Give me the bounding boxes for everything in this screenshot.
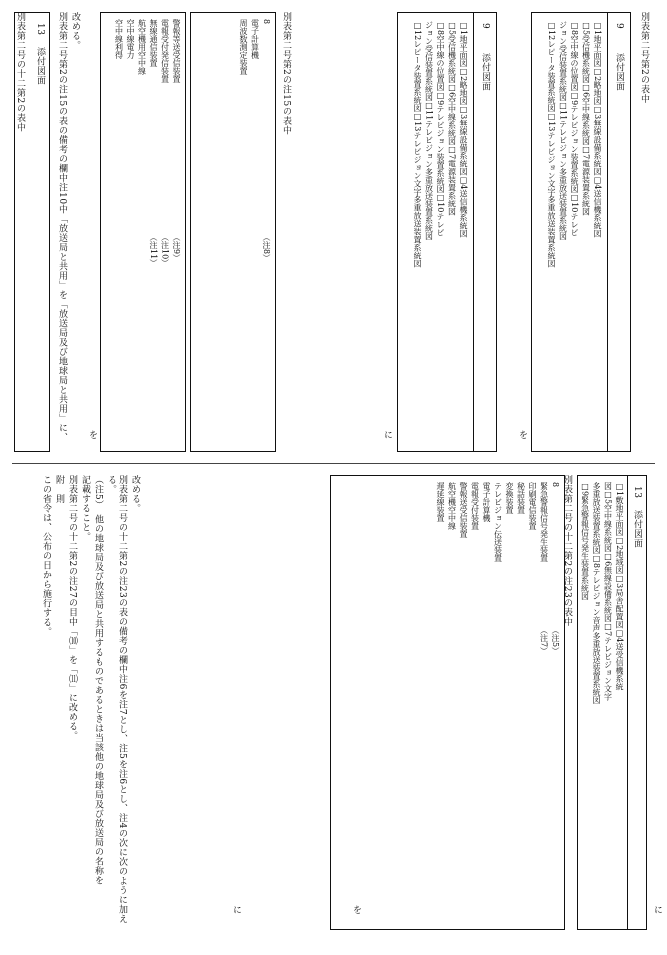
table-box-3 [577, 475, 647, 930]
amend-a-table: 8 電子計算機 周波数測定装置 （注8） [190, 12, 276, 452]
table-content: □1敷地平面図□2地域図□3局舎配置図□4送受信機系統 図□5空中線系統図□6無線設備系統図□7テレビジョン文字 多重放送装置系統図□8テレビジョン音声多重放送装置系統図 □9緊急警報信号発生装置系統図 [580, 482, 624, 705]
amend-a-intro: 別表第二号第2の注15の表中 [281, 12, 291, 136]
table-box-2 [397, 12, 497, 452]
amend-b-text: 改める。 別表第二号の十二第2の注23の表の備考の欄中注6を注7とし、注5を注6とし、注4の次に次のように加える。 （注5） 他の地球局及び放送局と共用するものであるときは当該他の地球局及び放送局の名称を 記載すること。 別表第二号の十二第2の注27の目中「⑽」を「⑾」に改める。 附 則 この省令は、公布の日から施行する。 [40, 475, 140, 930]
connector: を [351, 905, 361, 915]
table-content: □1地平面図□2略地図□3無線設備系統図□4送信機系統図 □5受信機系統図□6空中線系統図□7電源装置系統図 □8空中線の位置図□9テレビジョン装置系統図□10テレビ ジョン受信装置系統図□11テレビジョン多重放送装置系統図 □12レピータ装置系統図□13テレビジョン文字多重放送装置系統図 [413, 21, 468, 268]
row-label: 添付図面 [35, 47, 45, 85]
table-box-1 [531, 12, 631, 452]
amend-b-table: 8 緊急警報信号発生装置 印刷電信装置 秘話装置 変換装置 テレビジョン伝送装置 電子計算機 電報受付装置 警報送受信装置 航空機空中線 遅延線装置 （注5） （注7） [330, 475, 565, 930]
row-label: 添付図面 [632, 510, 642, 548]
connector: を [87, 430, 97, 440]
amend-a-text: 改める。 別表第二号第2の注15の表の備考の欄中注10中「放送局と共用」を「放送局及び地球局と共用」に、 [57, 12, 80, 443]
row-number: 9 [614, 23, 624, 30]
page-separator [12, 463, 655, 464]
connector: に [382, 430, 392, 440]
amend-b-intro: 別表第二号の十二第2の注23の表中 [562, 475, 572, 627]
row-label: 添付図面 [614, 53, 624, 91]
amend-a-table-2: 警報等送受信装置 電報受付発信装置 無線通信装置 航空機用空中線 空中線電力 空中線利得 （注9） （注10） （注11） [100, 12, 186, 452]
supplementary-provisions: 附 則 [54, 475, 64, 504]
connector: に [231, 905, 241, 915]
connector: に [652, 905, 662, 915]
row-number: 13 [632, 486, 642, 499]
row-number: 9 [480, 23, 490, 30]
table-box-left [14, 12, 50, 452]
amend-a-text-2: 別表第二号の十二第2の表中 [15, 12, 25, 133]
connector: を [517, 430, 527, 440]
table-content: □1地平面図□2略地図□3無線設備系統図□4送信機系統図 □5受信機系統図□6空中線系統図□7電源装置系統図 □8空中線の位置図□9テレビジョン装置系統図□10テレビ ジョン受信装置系統図□11テレビジョン多重放送装置系統図 □12レピータ装置系統図□13テレビジョン文字多重放送装置系統図 [547, 21, 602, 268]
row-label: 添付図面 [480, 53, 490, 91]
table-title-1: 別表第二号第2の表中 [639, 12, 649, 104]
row-number: 13 [35, 23, 45, 36]
